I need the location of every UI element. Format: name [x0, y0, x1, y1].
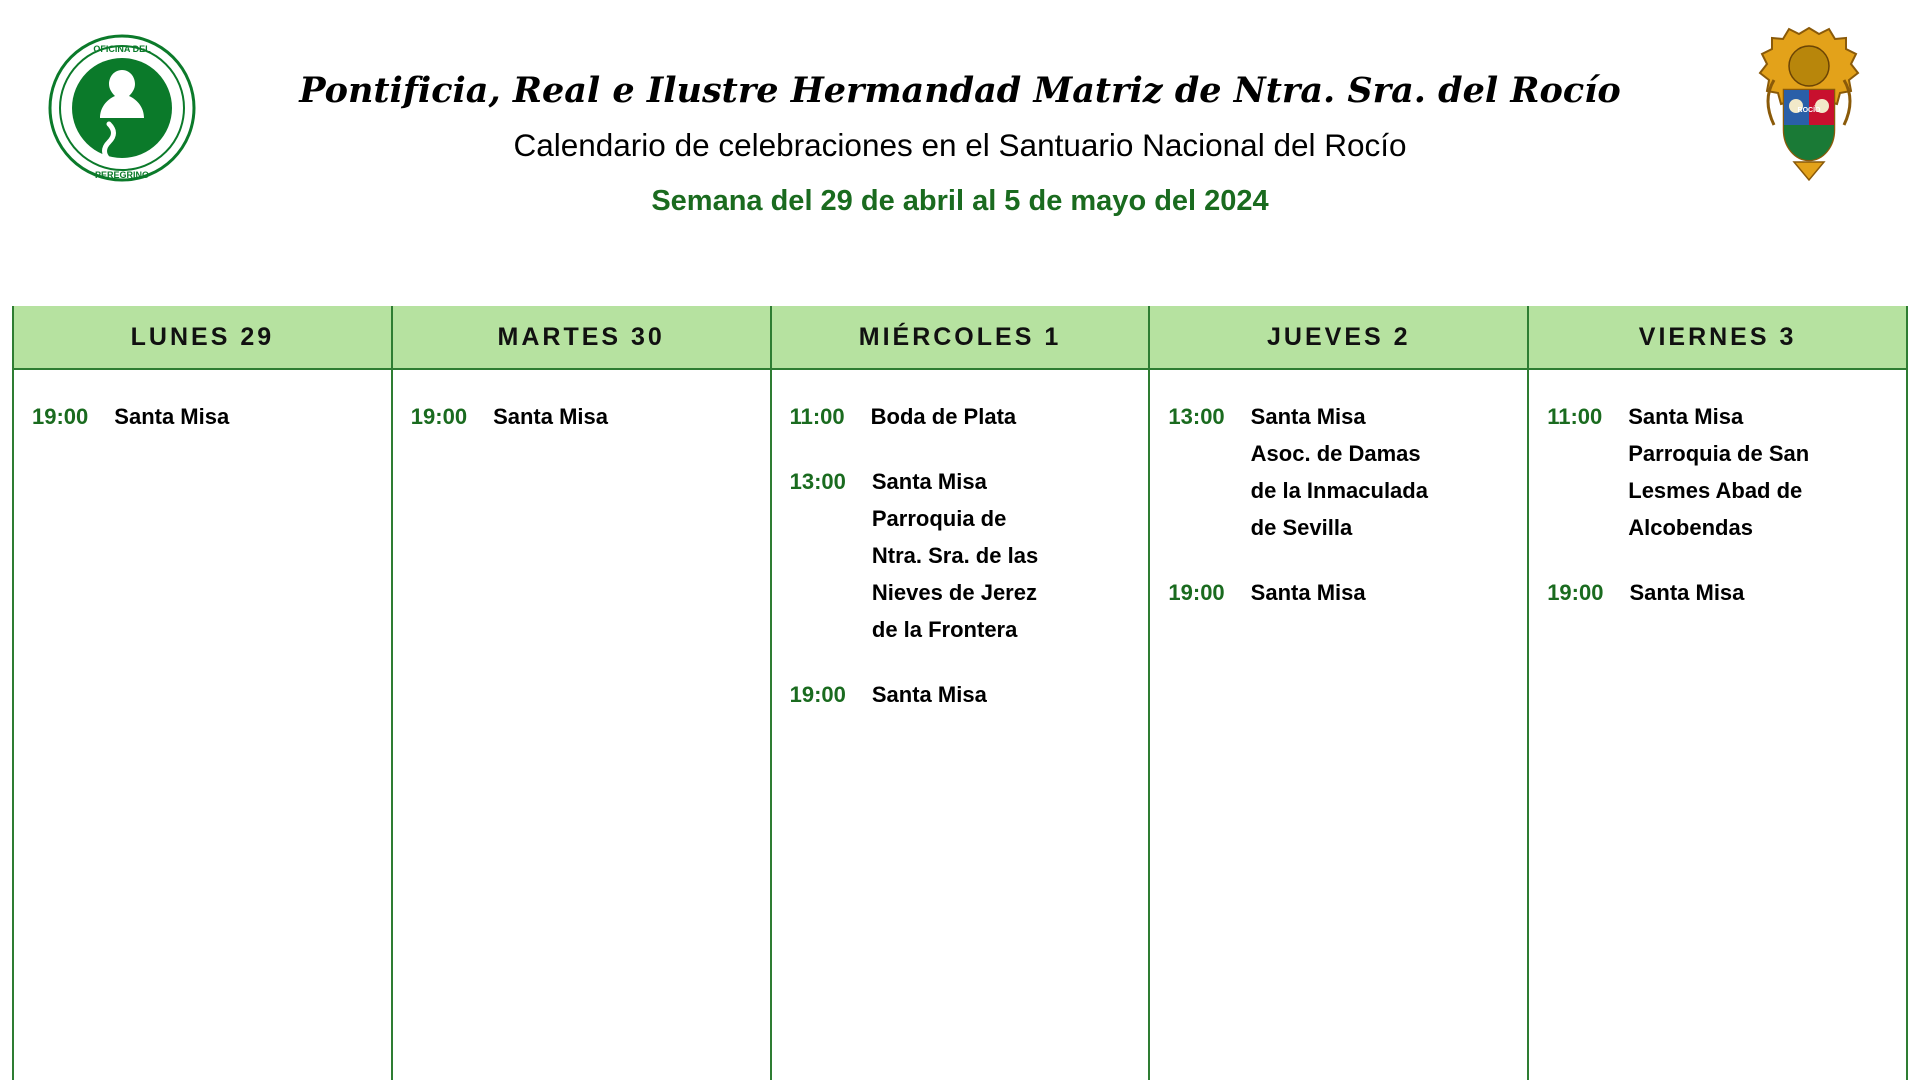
day-events	[772, 370, 1149, 1080]
event-description-line: Alcobendas	[1628, 515, 1753, 540]
day-header: MARTES 30	[393, 306, 770, 370]
event-description-line: Santa Misa	[1250, 580, 1366, 605]
calendar-event[interactable]	[790, 463, 1131, 648]
calendar-event[interactable]	[790, 676, 1131, 713]
event-description-line: de la Frontera	[871, 617, 1018, 642]
event-description	[1629, 574, 1888, 611]
page-subtitle: Calendario de celebraciones en el Santuario Nacional del Rocío	[513, 127, 1407, 163]
event-description-line: Santa Misa	[114, 404, 230, 429]
day-header: MIÉRCOLES 1	[772, 306, 1149, 370]
event-description-line: Santa Misa	[1250, 404, 1366, 429]
event-description-line: Boda de Plata	[870, 404, 1017, 429]
day-column	[772, 306, 1151, 1080]
event-description-line: de la Inmaculada	[1250, 478, 1428, 503]
oficina-del-peregrino-logo	[46, 32, 198, 184]
event-description	[1251, 398, 1510, 546]
event-description-line: Parroquia de	[871, 506, 1007, 531]
event-time: 11:00	[789, 404, 845, 429]
svg-text:PEREGRINO: PEREGRINO	[94, 170, 150, 180]
event-time: 19:00	[1168, 580, 1225, 605]
event-time: 19:00	[1547, 580, 1604, 605]
event-description	[1251, 574, 1510, 611]
day-header: LUNES 29	[14, 306, 391, 370]
event-description	[871, 398, 1131, 435]
event-time: 19:00	[32, 404, 89, 429]
event-description-line: Santa Misa	[1628, 404, 1744, 429]
day-events	[1529, 370, 1906, 1080]
page-header	[0, 0, 1920, 272]
svg-text:OFICINA DEL: OFICINA DEL	[93, 44, 151, 54]
event-description-line: Santa Misa	[871, 469, 987, 494]
event-time: 19:00	[789, 682, 846, 707]
event-description-line: Santa Misa	[493, 404, 609, 429]
event-description-line: Santa Misa	[871, 682, 987, 707]
event-description-line: Nieves de Jerez	[871, 580, 1037, 605]
day-events	[393, 370, 770, 1080]
event-time: 13:00	[789, 469, 846, 494]
event-description	[493, 398, 752, 435]
day-events	[14, 370, 391, 1080]
event-description	[872, 676, 1131, 713]
day-column	[12, 306, 393, 1080]
calendar-event[interactable]	[1547, 398, 1888, 546]
calendar-event[interactable]	[790, 398, 1131, 435]
calendar-event[interactable]	[411, 398, 752, 435]
event-description-line: Santa Misa	[1629, 580, 1745, 605]
event-description	[872, 463, 1131, 648]
calendar-event[interactable]	[1168, 398, 1509, 546]
day-header: JUEVES 2	[1150, 306, 1527, 370]
weekly-calendar	[12, 304, 1908, 1080]
event-time: 19:00	[410, 404, 468, 429]
day-header: VIERNES 3	[1529, 306, 1906, 370]
page-title: Pontificia, Real e Ilustre Hermandad Matriz de Ntra. Sra. del Rocío	[299, 70, 1621, 111]
day-events	[1150, 370, 1527, 1080]
event-description	[114, 398, 373, 435]
day-column	[1150, 306, 1529, 1080]
title-block	[240, 70, 1680, 218]
calendar-event[interactable]	[32, 398, 373, 435]
day-column	[1529, 306, 1908, 1080]
svg-text:ROCÍO: ROCÍO	[1797, 107, 1821, 114]
hermandad-matriz-coat-of-arms	[1744, 20, 1874, 190]
calendar-event[interactable]	[1547, 574, 1888, 611]
event-description-line: de Sevilla	[1250, 515, 1353, 540]
event-description-line: Parroquia de San	[1628, 441, 1810, 466]
event-description	[1628, 398, 1888, 546]
week-range-label: Semana del 29 de abril al 5 de mayo del 2024	[651, 185, 1269, 217]
event-time: 11:00	[1547, 404, 1603, 429]
calendar-event[interactable]	[1168, 574, 1509, 611]
event-description-line: Ntra. Sra. de las	[871, 543, 1039, 568]
day-column	[393, 306, 772, 1080]
event-description-line: Asoc. de Damas	[1250, 441, 1421, 466]
event-time: 13:00	[1168, 404, 1225, 429]
event-description-line: Lesmes Abad de	[1628, 478, 1803, 503]
